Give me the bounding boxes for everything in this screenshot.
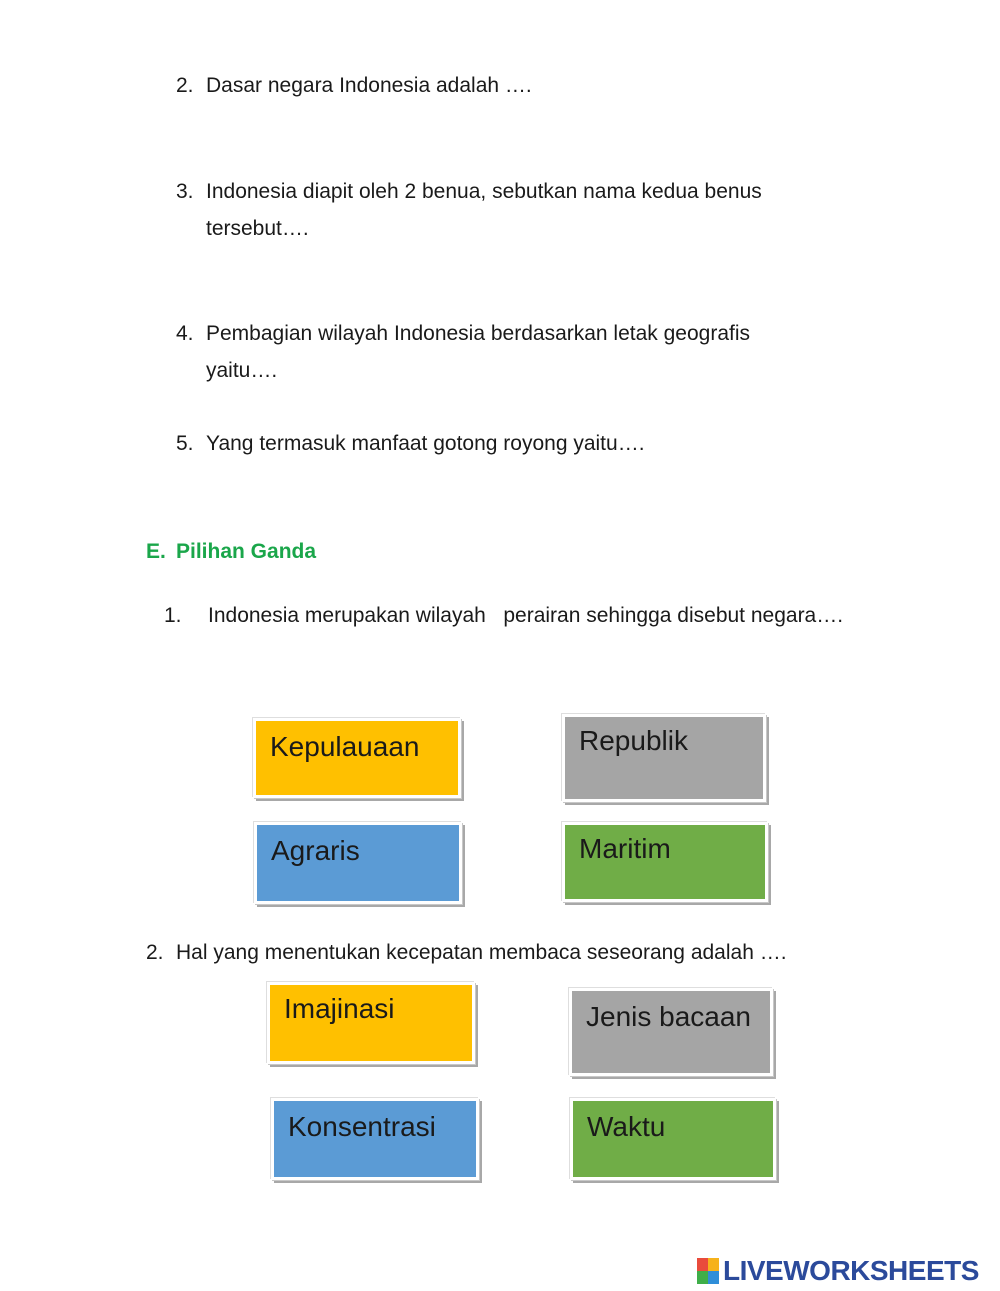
mc-question-1 xyxy=(164,597,843,634)
question-number: 3. xyxy=(176,180,194,203)
option-label: Maritim xyxy=(579,833,671,864)
question-number: 1. xyxy=(164,604,182,627)
question-4 xyxy=(176,315,750,389)
liveworksheets-logo xyxy=(697,1256,979,1286)
question-text: Pembagian wilayah Indonesia berdasarkan letak geografis xyxy=(206,322,751,345)
option-label: Kepulauaan xyxy=(270,731,420,762)
question-5 xyxy=(176,425,645,462)
option-label: Agraris xyxy=(271,835,360,866)
mc-question-2 xyxy=(146,934,787,971)
question-number: 2. xyxy=(176,74,194,97)
option-republik[interactable] xyxy=(562,714,766,802)
section-heading xyxy=(146,540,316,564)
option-label: Jenis bacaan xyxy=(586,1001,752,1032)
option-label: Republik xyxy=(579,725,688,756)
question-text: Indonesia diapit oleh 2 benua, sebutkan nama kedua benus xyxy=(206,180,762,203)
option-imajinasi[interactable] xyxy=(267,982,475,1064)
option-jenis-bacaan[interactable] xyxy=(569,988,773,1076)
question-3 xyxy=(176,173,762,247)
option-kepulauaan[interactable] xyxy=(253,718,461,798)
section-title: Pilihan Ganda xyxy=(176,540,317,563)
logo-text: LIVEWORKSHEETS xyxy=(723,1255,979,1286)
logo-icon xyxy=(697,1258,719,1284)
question-text: Indonesia merupakan wilayah perairan sehingga disebut negara…. xyxy=(208,604,844,627)
option-konsentrasi[interactable] xyxy=(271,1098,479,1180)
question-number: 2. xyxy=(146,941,164,964)
question-number: 5. xyxy=(176,432,194,455)
question-text: Dasar negara Indonesia adalah …. xyxy=(206,74,532,97)
question-text: Yang termasuk manfaat gotong royong yaitu…. xyxy=(206,432,645,455)
option-label: Imajinasi xyxy=(284,993,395,1024)
question-2 xyxy=(176,67,532,104)
option-agraris[interactable] xyxy=(254,822,462,904)
option-maritim[interactable] xyxy=(562,822,768,902)
question-text-continued: yaitu…. xyxy=(206,359,278,382)
option-label: Konsentrasi xyxy=(288,1111,436,1142)
option-label: Waktu xyxy=(587,1111,666,1142)
question-text: Hal yang menentukan kecepatan membaca seseorang adalah …. xyxy=(176,941,787,964)
section-letter: E. xyxy=(146,540,166,563)
option-waktu[interactable] xyxy=(570,1098,776,1180)
question-number: 4. xyxy=(176,322,194,345)
question-text-continued: tersebut…. xyxy=(206,217,309,240)
